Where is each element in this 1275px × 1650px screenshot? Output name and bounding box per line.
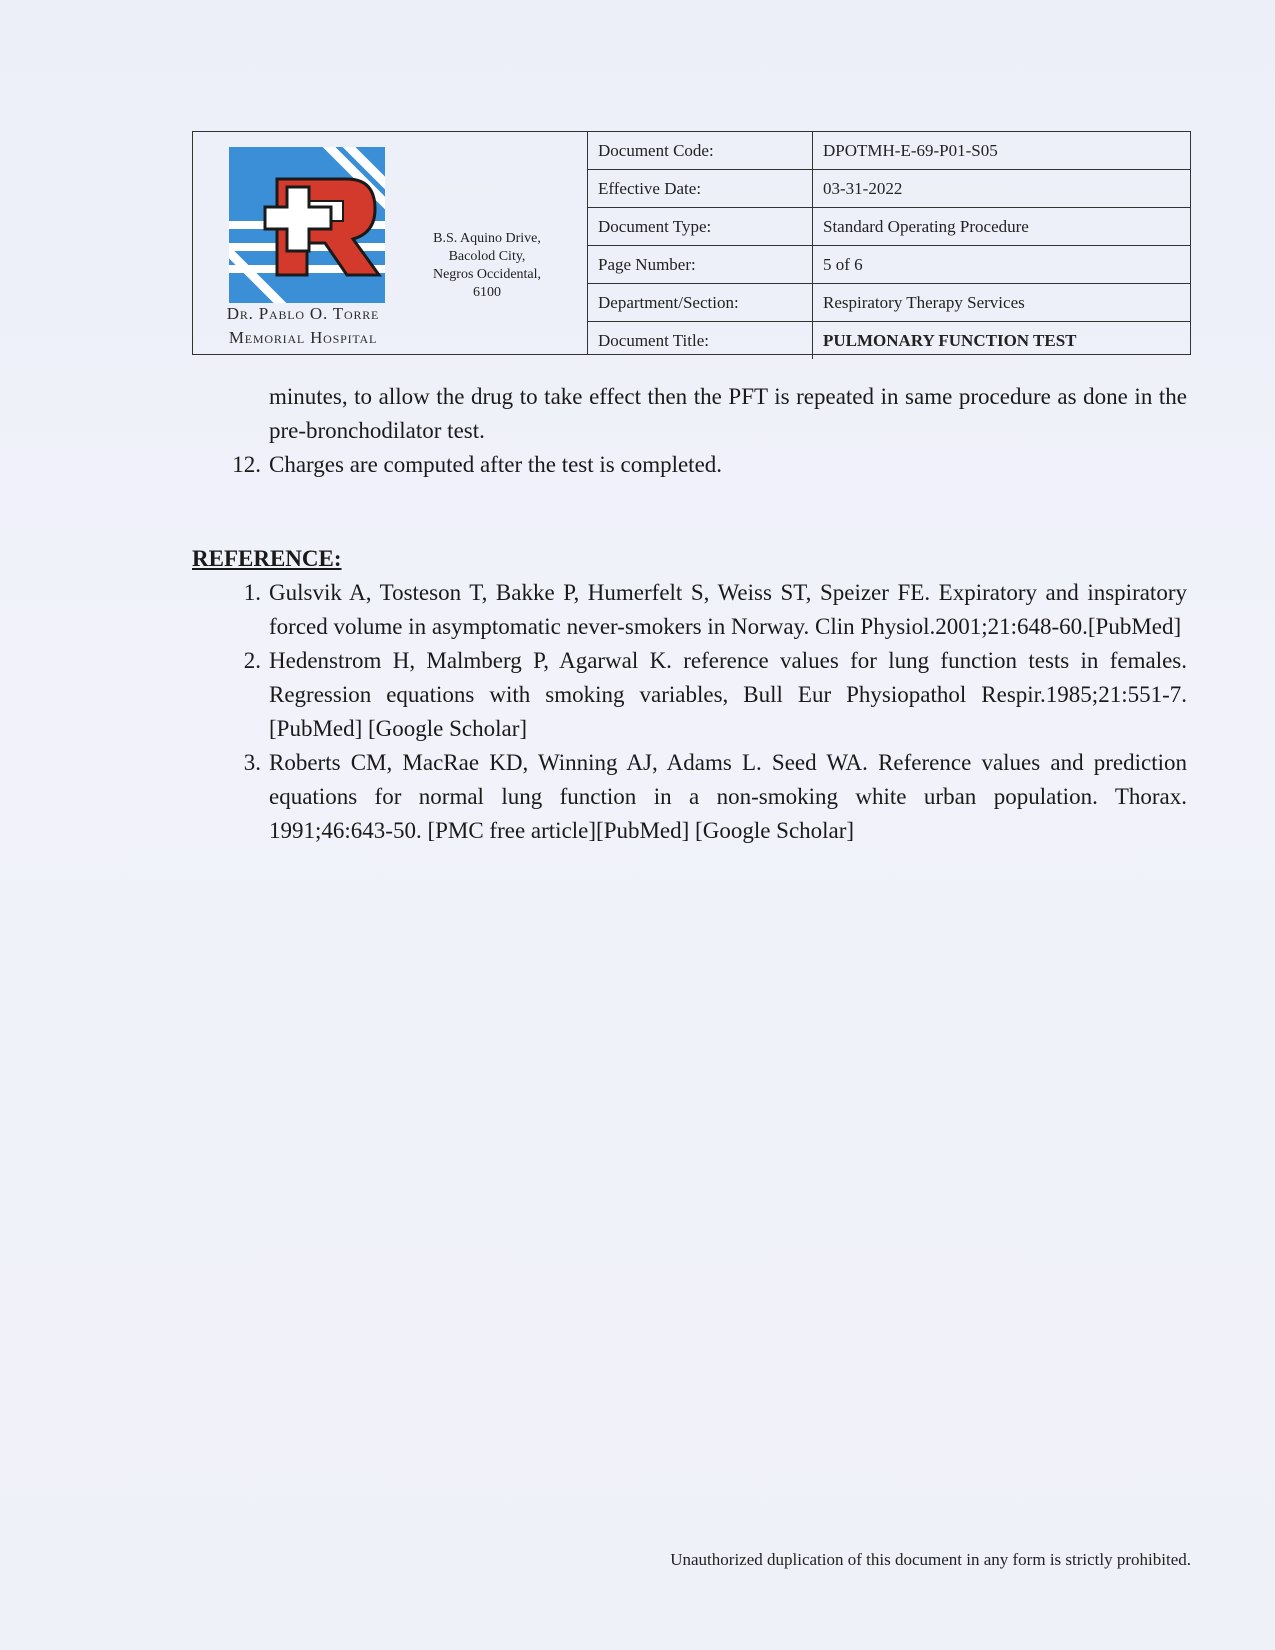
address-line: Bacolod City, xyxy=(448,249,526,264)
meta-value: DPOTMH-E-69-P01-S05 xyxy=(813,132,1191,170)
document-header xyxy=(192,131,1191,355)
reference-text: Roberts CM, MacRae KD, Winning AJ, Adams L. Seed WA. Reference values and prediction equations for normal lung function in a non-smoking white urban population. Thorax. 1991;46:643-50. [PMC free article][PubMed] [Google Scholar] xyxy=(269,750,1187,843)
meta-row xyxy=(588,132,1190,170)
reference-item xyxy=(192,644,1187,746)
document-title-value: PULMONARY FUNCTION TEST xyxy=(823,330,1077,350)
meta-label: Department/Section: xyxy=(588,284,813,322)
meta-label: Document Type: xyxy=(588,208,813,246)
meta-label: Document Code: xyxy=(588,132,813,170)
meta-row xyxy=(588,208,1190,246)
meta-row xyxy=(588,322,1190,360)
hospital-name xyxy=(203,302,403,350)
reference-item xyxy=(192,746,1187,848)
footer-notice: Unauthorized duplication of this document in any form is strictly prohibited. xyxy=(670,1550,1191,1569)
meta-value: 5 of 6 xyxy=(813,246,1191,284)
meta-value: Respiratory Therapy Services xyxy=(813,284,1191,322)
document-body xyxy=(192,380,1187,848)
meta-label: Effective Date: xyxy=(588,170,813,208)
reference-number: 1. xyxy=(243,580,261,605)
address-line: 6100 xyxy=(473,285,501,300)
document-meta-table xyxy=(588,132,1190,359)
hospital-name-line1: Dr. Pablo O. Torre xyxy=(226,304,380,323)
hospital-logo-icon xyxy=(229,147,385,303)
hospital-address xyxy=(417,230,557,302)
hospital-logo-cell xyxy=(193,132,588,354)
reference-number: 3. xyxy=(243,750,261,775)
reference-heading: REFERENCE: xyxy=(192,546,342,571)
step-number: 12. xyxy=(232,452,261,477)
meta-row xyxy=(588,170,1190,208)
address-line: B.S. Aquino Drive, xyxy=(433,231,541,246)
continued-step-text: minutes, to allow the drug to take effect then the PFT is repeated in same procedure as done in the pre-bronchodilator test. xyxy=(269,384,1187,443)
reference-item xyxy=(192,576,1187,644)
meta-label: Document Title: xyxy=(588,322,813,360)
address-line: Negros Occidental, xyxy=(432,267,542,282)
meta-label: Page Number: xyxy=(588,246,813,284)
hospital-name-line2: Memorial Hospital xyxy=(228,328,378,347)
procedure-step xyxy=(192,448,1187,482)
reference-text: Gulsvik A, Tosteson T, Bakke P, Humerfelt S, Weiss ST, Speizer FE. Expiratory and inspiratory forced volume in asymptomatic never-smokers in Norway. Clin Physiol.2001;21:648-60.[PubMed] xyxy=(269,580,1187,639)
meta-value: 03-31-2022 xyxy=(813,170,1191,208)
reference-number: 2. xyxy=(243,648,261,673)
step-text: Charges are computed after the test is completed. xyxy=(269,452,723,477)
meta-row xyxy=(588,284,1190,322)
reference-text: Hedenstrom H, Malmberg P, Agarwal K. reference values for lung function tests in females. Regression equations with smoking variables, Bull Eur Physiopathol Respir.1985;21:551-7. [PubMed] [Google Scholar] xyxy=(269,648,1187,741)
meta-row xyxy=(588,246,1190,284)
meta-value: Standard Operating Procedure xyxy=(813,208,1191,246)
